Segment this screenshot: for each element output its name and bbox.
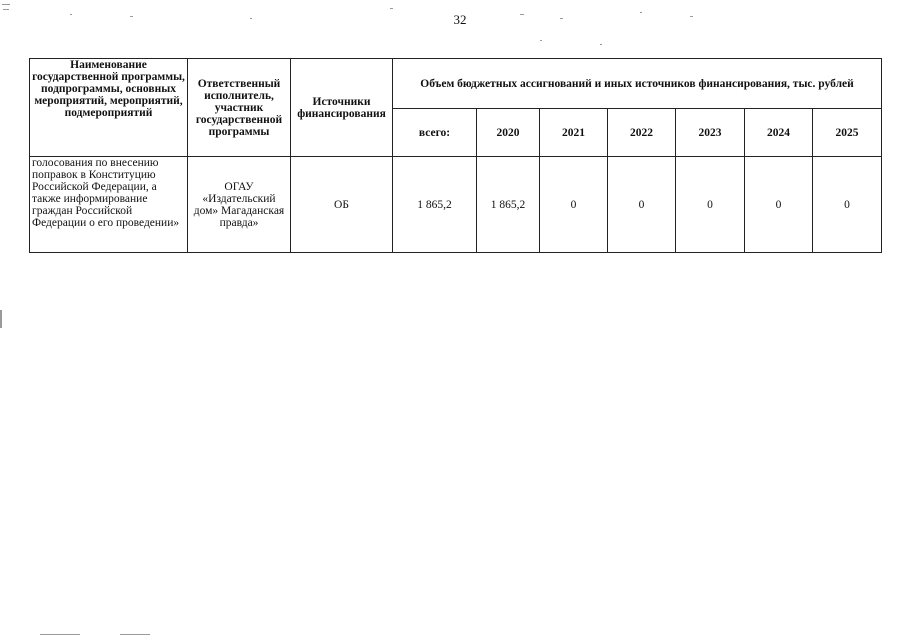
cell-responsible: ОГАУ «Издательский дом» Магаданская правда» <box>188 157 291 253</box>
table-row <box>30 157 882 253</box>
header-year-2022: 2022 <box>608 109 676 157</box>
cell-2021: 0 <box>540 157 608 253</box>
header-name: Наименование государственной программы, подпрограммы, основных мероприятий, мероприятий, подмероприятий <box>30 59 188 157</box>
cell-2025: 0 <box>813 157 882 253</box>
cell-name: голосования по внесению поправок в Конституцию Российской Федерации, а также информирование граждан Российской Федерации о его проведении» <box>30 157 188 253</box>
cell-total: 1 865,2 <box>393 157 477 253</box>
cell-2022: 0 <box>608 157 676 253</box>
header-year-2020: 2020 <box>477 109 540 157</box>
header-responsible: Ответственный исполнитель, участник государственной программы <box>188 59 291 157</box>
page-number: 32 <box>453 12 467 27</box>
header-year-2024: 2024 <box>745 109 813 157</box>
header-year-2021: 2021 <box>540 109 608 157</box>
budget-table <box>29 58 882 253</box>
header-year-2023: 2023 <box>676 109 745 157</box>
header-year-2025: 2025 <box>813 109 882 157</box>
cell-source: ОБ <box>291 157 393 253</box>
header-sources: Источники финансирования <box>291 59 393 157</box>
cell-2024: 0 <box>745 157 813 253</box>
cell-2023: 0 <box>676 157 745 253</box>
cell-2020: 1 865,2 <box>477 157 540 253</box>
header-total: всего: <box>393 109 477 157</box>
header-volume: Объем бюджетных ассигнований и иных источников финансирования, тыс. рублей <box>393 59 882 109</box>
